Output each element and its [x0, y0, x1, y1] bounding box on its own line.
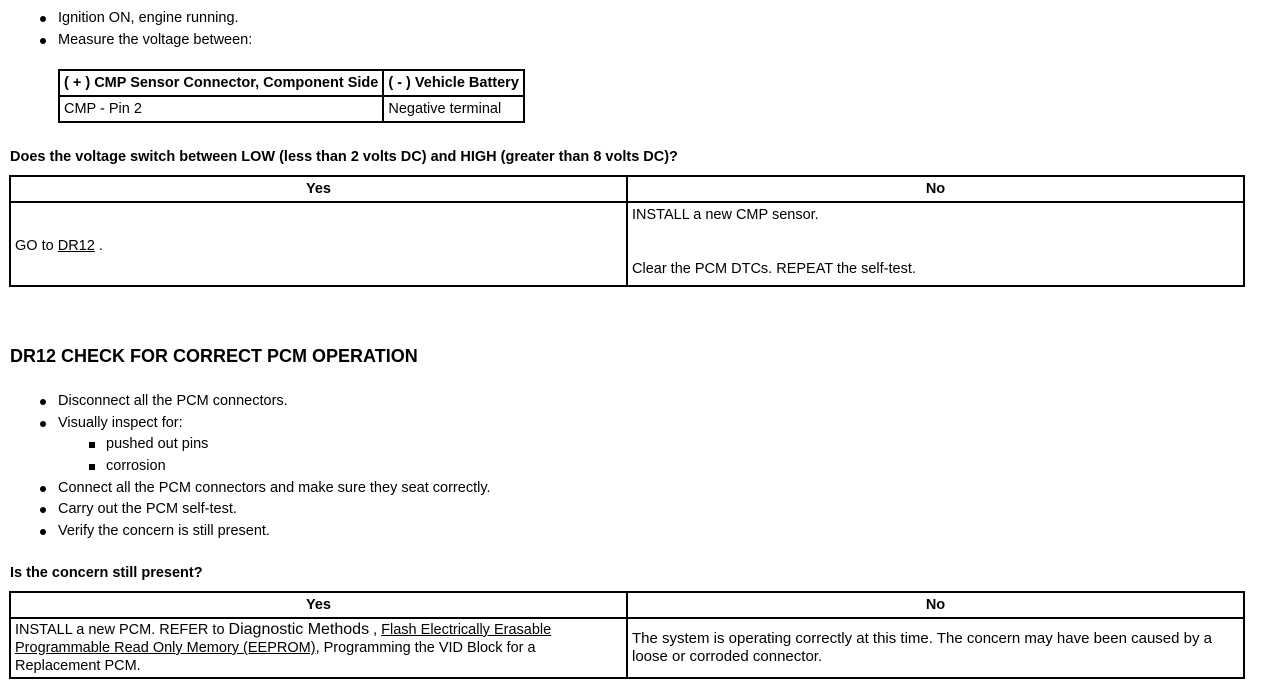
table-header-row: [59, 70, 524, 96]
question-voltage-switch: Does the voltage switch between LOW (less than 2 volts DC) and HIGH (greater than 8 volts DC)?: [10, 149, 678, 165]
dr12-bullet-list: [10, 391, 491, 543]
dr12-link[interactable]: DR12: [57, 238, 95, 254]
square-bullet-icon: [89, 442, 95, 448]
table-header-cell: ( - ) Vehicle Battery: [383, 70, 524, 96]
no-header: No: [627, 592, 1244, 618]
no-line-2: Clear the PCM DTCs. REPEAT the self-test.: [632, 261, 916, 277]
no-line-1: INSTALL a new CMP sensor.: [632, 207, 819, 223]
table-cell: Negative terminal: [383, 96, 524, 122]
eeprom-link[interactable]: Flash Electrically Erasable Programmable Read Only Memory (EEPROM): [15, 622, 552, 656]
question-concern-present: Is the concern still present?: [10, 565, 203, 581]
yes-header: Yes: [10, 592, 627, 618]
intro-bullet-list: [10, 8, 252, 51]
voltage-measurement-table: [58, 69, 525, 123]
bullet-icon: [40, 399, 46, 405]
list-item: Connect all the PCM connectors and make sure they seat correctly.: [10, 478, 491, 500]
sub-list-item: pushed out pins: [10, 434, 491, 456]
table-row: [59, 96, 524, 122]
list-item: Carry out the PCM self-test.: [10, 499, 491, 521]
no-header: No: [627, 176, 1244, 202]
table-header-row: [10, 592, 1244, 618]
table-header-row: [10, 176, 1244, 202]
yes-cell: INSTALL a new PCM. REFER to Diagnostic Methods , Flash Electrically Erasable Programmable Read Only Memory (EEPROM), Programming the VID Block for a Replacement PCM.: [10, 618, 627, 678]
bullet-icon: [40, 38, 46, 44]
bullet-icon: [40, 529, 46, 535]
no-cell: The system is operating correctly at this time. The concern may have been caused by a loose or corroded connector.: [627, 618, 1244, 678]
list-item: Visually inspect for:: [10, 413, 491, 435]
table-row: [10, 618, 1244, 678]
bullet-icon: [40, 16, 46, 22]
bullet-icon: [40, 507, 46, 513]
table-cell: CMP - Pin 2: [59, 96, 383, 122]
yes-header: Yes: [10, 176, 627, 202]
section-heading: DR12 CHECK FOR CORRECT PCM OPERATION: [10, 346, 418, 366]
table-row: [10, 202, 1244, 286]
square-bullet-icon: [89, 464, 95, 470]
list-item: Verify the concern is still present.: [10, 521, 491, 543]
table-header-cell: ( + ) CMP Sensor Connector, Component Side: [59, 70, 383, 96]
no-cell: [627, 202, 1244, 286]
bullet-icon: [40, 421, 46, 427]
result-table-concern: [9, 591, 1245, 679]
list-item: Measure the voltage between:: [10, 30, 252, 52]
sub-list-item: corrosion: [10, 456, 491, 478]
list-item: Disconnect all the PCM connectors.: [10, 391, 491, 413]
list-item: Ignition ON, engine running.: [10, 8, 252, 30]
result-table-voltage: [9, 175, 1245, 287]
bullet-icon: [40, 486, 46, 492]
yes-cell: GO to DR12 .: [10, 202, 627, 286]
diagnostic-methods-text: Diagnostic Methods: [228, 621, 370, 638]
